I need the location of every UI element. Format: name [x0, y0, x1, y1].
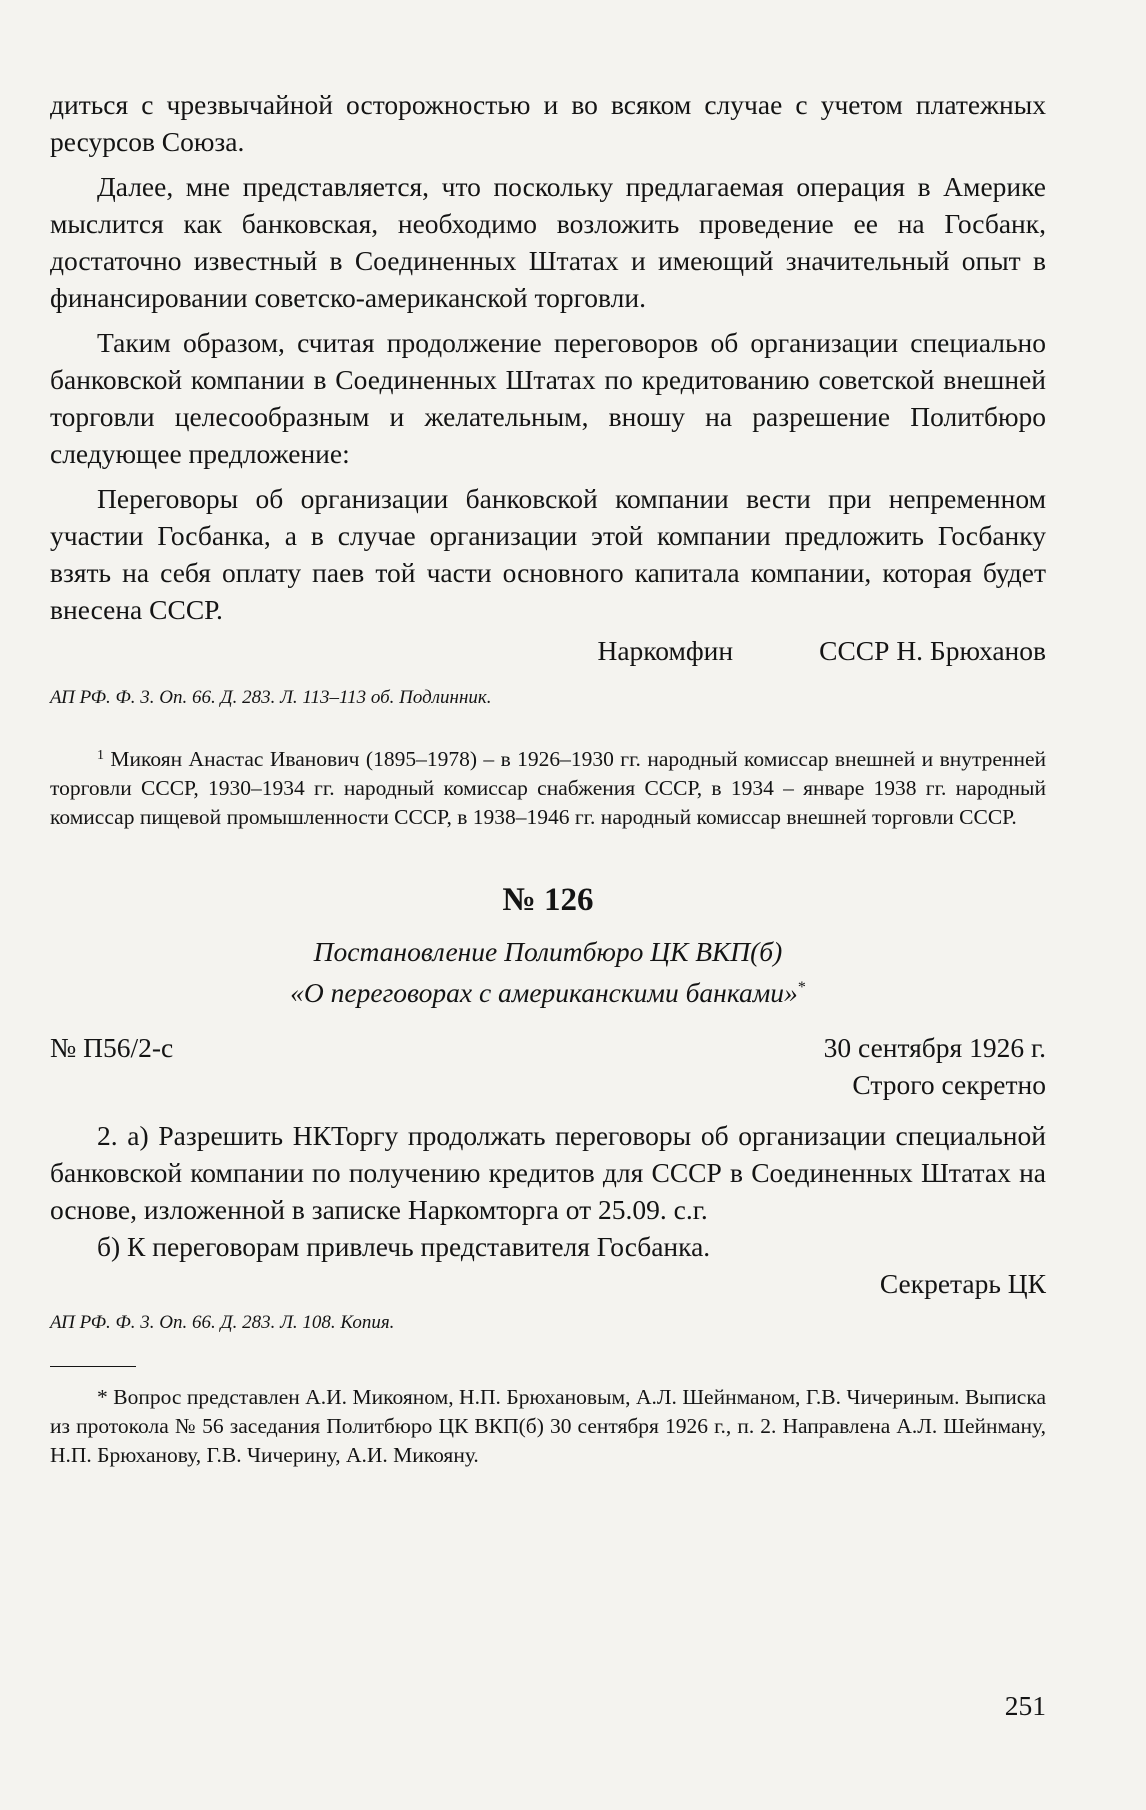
footnote-star-text: Вопрос представлен А.И. Микояном, Н.П. Брюхановым, А.Л. Шейнманом, Г.В. Чичериным. Выписка из протокола № 56 заседания Политбюро ЦК ВКП(б) 30 сентября 1926 г., п. 2. Направлена А.Л. Шейнману, Н.П. Брюханову, Г.В. Чичерину, А.И. Микояну. [50, 1385, 1047, 1467]
paragraph-4: Переговоры об организации банковской компании вести при непременном участии Госбанка, а в случае организации этой компании предложить Госбанку взять на себя оплату паев той части основного капитала компании, которая будет внесена СССР. [50, 483, 1046, 625]
registration-number: № П56/2-с [50, 1032, 174, 1063]
document-meta [50, 1029, 1046, 1066]
document-title [50, 934, 1046, 1011]
document-title-mark: * [797, 979, 806, 996]
footnote-1-mark: 1 [97, 748, 104, 763]
signature-line [50, 632, 1046, 669]
footnote-divider [50, 1366, 136, 1367]
signature-role: Наркомфин [597, 635, 734, 666]
classification-label: Строго секретно [852, 1069, 1046, 1100]
document-title-line-2 [50, 970, 1046, 1011]
archive-reference-1: АП РФ. Ф. 3. Оп. 66. Д. 283. Л. 113–113 об. Подлинник. [50, 687, 492, 708]
resolution-text [50, 1117, 1046, 1265]
archive-reference-2: АП РФ. Ф. 3. Оп. 66. Д. 283. Л. 108. Копия. [50, 1312, 395, 1333]
paragraph-1: диться с чрезвычайной осторожностью и во всяком случае с учетом платежных ресурсов Союза. [50, 89, 1046, 157]
footnote-star-mark: * [97, 1385, 108, 1409]
resolution-item-b: б) К переговорам привлечь представителя Госбанка. [97, 1231, 711, 1262]
signature-name: СССР Н. Брюханов [819, 635, 1046, 666]
footnote-1 [50, 741, 1046, 832]
document-date: 30 сентября 1926 г. [823, 1032, 1046, 1063]
page-number: 251 [1004, 1690, 1046, 1721]
signer-title: Секретарь ЦК [879, 1268, 1046, 1299]
document-title-text-2: «О переговорах с американскими банками» [290, 977, 798, 1008]
document-number: № 126 [502, 882, 594, 918]
resolution-item-a: 2. а) Разрешить НКТоргу продолжать переговоры об организации специальной банковской компании по получению кредитов для СССР в Соединенных Штатах на основе, изложенной в записке Наркомторга от 25.09. с.г. [50, 1120, 1046, 1225]
paragraph-3: Таким образом, считая продолжение переговоров об организации специально банковской компании в Соединенных Штатах по кредитованию советской внешней торговли целесообразным и желательным, вношу на разрешение Политбюро следующее предложение: [50, 327, 1046, 469]
continuation-text [50, 86, 1046, 628]
document-title-line-1: Постановление Политбюро ЦК ВКП(б) [313, 936, 783, 967]
paragraph-2: Далее, мне представляется, что поскольку предлагаемая операция в Америке мыслится как банковская, необходимо возложить проведение ее на Госбанк, достаточно известный в Соединенных Штатах и имеющий значительный опыт в финансировании советско-американской торговли. [50, 171, 1046, 313]
footnote-star [50, 1383, 1046, 1470]
footnote-1-text: Микоян Анастас Иванович (1895–1978) – в 1926–1930 гг. народный комиссар внешней и внутренней торговли СССР, 1930–1934 гг. народный комиссар снабжения СССР, в 1934 – январе 1938 гг. народный комиссар пищевой промышленности СССР, в 1938–1946 гг. народный комиссар внешней торговли СССР. [50, 747, 1046, 829]
